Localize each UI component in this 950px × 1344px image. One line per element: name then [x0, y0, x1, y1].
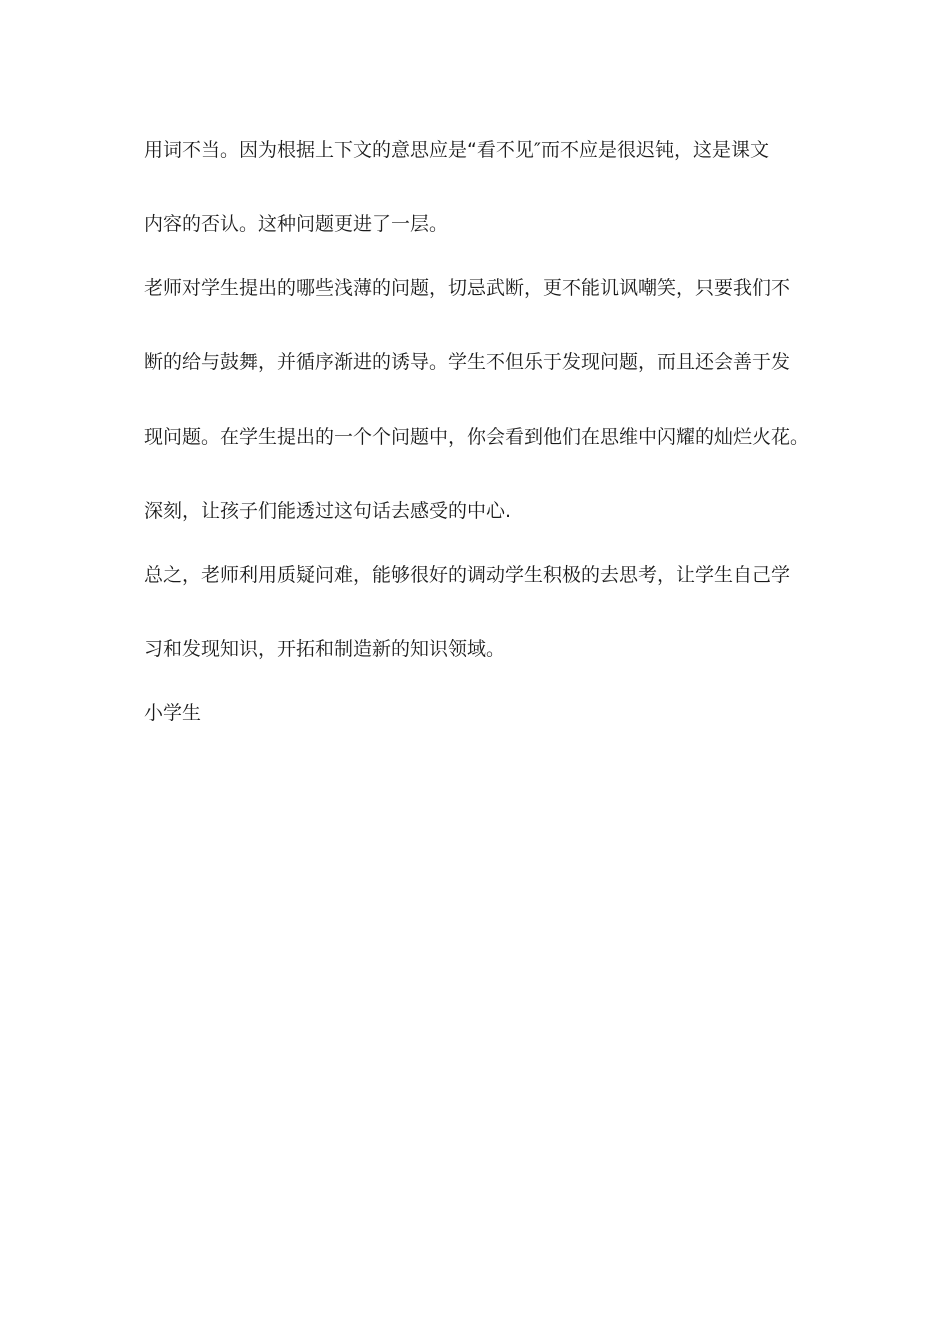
paragraph-line: 总之，老师利用质疑问难，能够很好的调动学生积极的去思考，让学生自己学	[144, 564, 791, 586]
paragraph-line: 内容的否认。这种问题更进了一层。	[144, 213, 449, 235]
paragraph-line: 老师对学生提出的哪些浅薄的问题，切忌武断，更不能讥讽嘲笑，只要我们不	[144, 277, 791, 299]
paragraph-line: 小学生	[144, 702, 202, 724]
paragraph-line: 深刻，让孩子们能透过这句话去感受的中心.	[144, 500, 512, 522]
paragraph-line: 断的给与鼓舞，并循序渐进的诱导。学生不但乐于发现问题，而且还会善于发	[144, 351, 791, 373]
paragraph-line: 用词不当。因为根据上下文的意思应是“看不见″而不应是很迟钝，这是课文	[144, 139, 769, 161]
paragraph-line: 现问题。在学生提出的一个个问题中，你会看到他们在思维中闪耀的灿烂火花。	[144, 426, 810, 448]
paragraph-line: 习和发现知识，开拓和制造新的知识领域。	[144, 638, 506, 660]
